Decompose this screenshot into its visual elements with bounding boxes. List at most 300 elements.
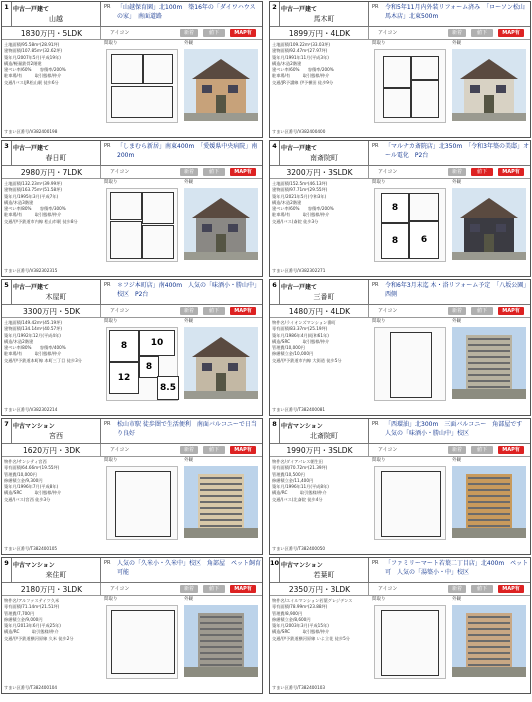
property-type: 中古一戸建て <box>281 284 318 291</box>
spec-line: 土地面積/152.5m²(46.13坪) <box>272 181 328 186</box>
icon-label: アイコン <box>378 586 398 592</box>
exterior-label: 外観 <box>184 597 193 602</box>
divider <box>100 444 101 456</box>
new-badge: 新着 <box>448 585 466 593</box>
spec-line: 交通/(バス)JR松山駅 徒歩6分 <box>4 79 59 85</box>
exterior-label: 外観 <box>452 180 461 185</box>
building-photo <box>452 605 526 677</box>
spec-line: 交通/(バス)北斎院 徒歩4分 <box>272 496 323 502</box>
new-badge: 新着 <box>448 307 466 315</box>
reference-number: すまい区番号/V382400198 <box>4 129 58 134</box>
floorplan-label: 間取り <box>104 41 118 46</box>
divider <box>368 141 369 165</box>
spec-line: 駐車場/有 取引態様/仲介 <box>4 73 62 79</box>
price-layout: 2350万円・3LDK <box>288 585 351 594</box>
spec-line: 築年月/2021年5月(令和3年) <box>272 193 327 199</box>
room-block <box>111 610 175 674</box>
spec-line: 建ぺい率/60% 容積率/200% <box>4 67 66 73</box>
floorplan-image[interactable] <box>374 327 446 401</box>
new-badge: 新着 <box>180 307 198 315</box>
spec-line: 修繕積立金/9,300円 <box>4 477 43 483</box>
house-photo <box>452 49 526 121</box>
spec-line: 修繕積立金/11,400円 <box>272 477 314 483</box>
spec-line: 建物面積/92.47m²(27.97坪) <box>272 48 328 54</box>
spec-line: 物件名/エイルマンション若葉グレジデンス <box>272 598 353 603</box>
floorplan-image[interactable] <box>374 49 446 123</box>
divider <box>368 305 369 317</box>
exterior-photo[interactable] <box>184 605 258 677</box>
reduced-badge: 値下 <box>471 307 493 315</box>
listing-number: 8 <box>270 419 280 443</box>
exterior-photo[interactable] <box>184 188 258 260</box>
spec-line: 物件名/ライオンズマンション番町 <box>272 320 336 325</box>
listing-card[interactable] <box>1 279 263 416</box>
price-layout: 3200万円・3SLDK <box>286 168 353 177</box>
spec-list <box>4 598 100 642</box>
spec-list <box>272 598 368 642</box>
room-block <box>411 56 439 80</box>
spec-list <box>4 42 100 86</box>
floorplan-image[interactable] <box>106 327 178 401</box>
floorplan-image[interactable] <box>374 605 446 679</box>
price-layout: 1990万円・3SLDK <box>286 446 353 455</box>
room-block: 6 <box>409 221 439 259</box>
pr-text: ＊フジ本町店」南400m 人気の「味酒小・勝山中」校区 P2台 <box>117 282 261 298</box>
map-badge[interactable]: MAP有 <box>498 29 524 37</box>
pr-text: 「マルナカ斎院店」北350m 「令和3年築の美邸」オール電化 P2台 <box>385 143 529 159</box>
card-header <box>270 419 530 444</box>
floorplan-label: 間取り <box>104 597 118 602</box>
pr-label: PR <box>372 143 379 149</box>
room-block <box>409 193 439 221</box>
room-block: 8 <box>139 356 159 378</box>
floorplan-image[interactable] <box>106 605 178 679</box>
divider <box>368 444 369 456</box>
price-bar <box>270 27 530 40</box>
spec-line: 修繕積立金/8,600円 <box>272 616 311 622</box>
listing-card[interactable] <box>269 140 531 277</box>
property-type: 中古マンション <box>13 423 55 430</box>
new-badge: 新着 <box>448 29 466 37</box>
building-photo <box>452 466 526 538</box>
price-bar <box>2 305 262 318</box>
spec-list <box>272 320 368 364</box>
divider <box>368 280 369 304</box>
spec-line: 構造/SRC 取引態様/仲介 <box>272 629 330 635</box>
icon-label: アイコン <box>378 30 398 36</box>
spec-line: 専有面積/64.66m²(19.55坪) <box>4 465 60 471</box>
spec-line: 専有面積/70.72m²(21.39坪) <box>272 465 328 471</box>
spec-line: 専有面積/71.14m²(21.51坪) <box>4 604 60 610</box>
room-block <box>111 86 173 118</box>
exterior-label: 外観 <box>452 458 461 463</box>
reduced-badge: 値下 <box>203 29 225 37</box>
listing-card[interactable] <box>1 418 263 555</box>
spec-list <box>272 42 368 86</box>
spec-list <box>272 459 368 503</box>
reference-number: すまい区番号/T382400081 <box>272 407 326 412</box>
map-badge[interactable]: MAP有 <box>230 29 256 37</box>
room-block <box>383 56 411 88</box>
reduced-badge: 値下 <box>203 446 225 454</box>
price-bar <box>2 583 262 596</box>
icon-label: アイコン <box>378 308 398 314</box>
spec-line: 交通/伊予鉄道市内線 松山市駅 徒歩8分 <box>4 218 78 224</box>
icon-label: アイコン <box>110 447 130 453</box>
divider <box>100 2 101 26</box>
exterior-photo[interactable] <box>452 466 526 538</box>
reference-number: すまい区番号/V382302214 <box>4 407 58 412</box>
spec-list <box>4 320 100 364</box>
spec-line: 管理費/10,000円 <box>272 345 305 351</box>
divider <box>100 166 101 178</box>
map-badge[interactable]: MAP有 <box>498 585 524 593</box>
property-type: 中古一戸建て <box>281 6 318 13</box>
floorplan-label: 間取り <box>372 180 386 185</box>
floorplan-image[interactable] <box>106 466 178 540</box>
pr-label: PR <box>104 560 111 566</box>
pr-text: 「山越保育園」北100m 築16年の「ダイワハウスの家」 南面道路 <box>117 4 256 20</box>
reduced-badge: 値下 <box>203 585 225 593</box>
room-block: 10 <box>139 330 175 356</box>
reference-number: すまい区番号/V382400400 <box>272 129 326 134</box>
map-badge[interactable]: MAP有 <box>230 446 256 454</box>
pr-text: 人気の「久米小・久米中」校区 角部屋 ペット飼育可能 <box>117 560 262 576</box>
floorplan-label: 間取り <box>104 458 118 463</box>
map-badge[interactable]: MAP有 <box>230 307 256 315</box>
reference-number: すまい区番号/T382400050 <box>272 546 326 551</box>
spec-line: 構造/木造2階建 <box>272 60 302 66</box>
exterior-label: 外観 <box>184 41 193 46</box>
room-block: 12 <box>109 362 139 394</box>
spec-line: 建物面積/163.75m²(51.58坪) <box>4 187 63 193</box>
icon-label: アイコン <box>110 586 130 592</box>
town-name: 宮西 <box>49 432 63 440</box>
pr-text: 令和5年11月内外装リフォーム済み 「ローソン松山馬木店」北東500m <box>385 4 525 20</box>
card-header <box>270 2 530 27</box>
icon-label: アイコン <box>110 308 130 314</box>
spec-line: 交通/JR予讃線 伊予横田 徒歩9分 <box>272 79 334 85</box>
divider <box>368 166 369 178</box>
spec-line: 管理費/10,000円 <box>4 471 37 477</box>
room-block <box>110 192 142 220</box>
listing-number: 10 <box>270 558 280 582</box>
new-badge: 新着 <box>180 446 198 454</box>
price-bar <box>2 27 262 40</box>
floorplan-label: 間取り <box>372 458 386 463</box>
card-header <box>270 280 530 305</box>
pr-label: PR <box>104 282 111 288</box>
map-badge[interactable]: MAP有 <box>498 168 524 176</box>
listing-number: 6 <box>270 280 280 304</box>
room-block <box>381 471 441 537</box>
card-header <box>2 2 262 27</box>
town-name: 南斎院町 <box>310 154 338 162</box>
building-photo <box>184 605 258 677</box>
floorplan-label: 間取り <box>104 180 118 185</box>
map-badge[interactable]: MAP有 <box>230 168 256 176</box>
exterior-label: 外観 <box>184 319 193 324</box>
building-photo <box>452 327 526 399</box>
town-name: 春日町 <box>45 154 67 162</box>
price-layout: 1899万円・4LDK <box>288 29 351 38</box>
room-block: 8 <box>109 330 139 362</box>
map-badge[interactable]: MAP有 <box>498 307 524 315</box>
spec-list <box>272 181 368 225</box>
exterior-photo[interactable] <box>452 327 526 399</box>
pr-text: 「西環油」北300m 三面バルコニー 角部屋です 人気の「味酒小・勝山中」校区 <box>385 421 529 437</box>
listing-number: 5 <box>2 280 12 304</box>
room-block <box>411 80 439 118</box>
divider <box>100 27 101 39</box>
spec-line: 構造/RC 取引態様/仲介 <box>272 490 327 496</box>
spec-line: 築年月/1986年4月(昭和61年) <box>272 332 329 338</box>
pr-label: PR <box>372 560 379 566</box>
listing-card[interactable] <box>1 1 263 138</box>
pr-label: PR <box>372 421 379 427</box>
price-bar <box>270 166 530 179</box>
spec-line: 築年月/1996年11月(平成8年) <box>272 484 329 490</box>
spec-line: 土地面積/95.58m²(28.91坪) <box>4 42 60 47</box>
new-badge: 新着 <box>180 29 198 37</box>
divider <box>100 141 101 165</box>
price-layout: 2980万円・7LDK <box>20 168 83 177</box>
floorplan-label: 間取り <box>372 597 386 602</box>
divider <box>100 583 101 595</box>
spec-line: 物件名/ダイアパレス朝生田 <box>272 459 323 464</box>
spec-line: 専有面積/83.37m²(25.19坪) <box>272 326 328 332</box>
room-block <box>142 225 174 259</box>
price-layout: 1620万円・3DK <box>22 446 81 455</box>
town-name: 三番町 <box>313 293 335 301</box>
exterior-label: 外観 <box>184 180 193 185</box>
price-bar <box>2 166 262 179</box>
spec-line: 駐車場/有 取引態様/仲介 <box>4 351 62 357</box>
reduced-badge: 値下 <box>203 307 225 315</box>
spec-line: 交通/伊予鉄道本町線 本町三丁目 徒歩3分 <box>4 357 82 363</box>
divider <box>368 419 369 443</box>
property-type: 中古一戸建て <box>281 145 318 152</box>
card-header <box>2 419 262 444</box>
spec-line: 構造/木造2階建 <box>4 338 34 344</box>
reference-number: すまい区番号/T382400103 <box>272 685 326 690</box>
building-photo <box>184 466 258 538</box>
spec-line: 築年月/2007年5月(平成19年) <box>4 54 61 60</box>
room-block <box>143 54 173 84</box>
spec-line: 建ぺい率/80% 容積率/300% <box>4 206 66 212</box>
reference-number: すまい区番号/T382400105 <box>4 546 58 551</box>
listing-number: 7 <box>2 419 12 443</box>
icon-label: アイコン <box>378 169 398 175</box>
spec-line: 築年月/1992年12月(平成4年) <box>4 332 61 338</box>
room-block <box>390 332 432 398</box>
spec-line: 交通/伊予鉄道横河原線 久米 徒歩2分 <box>4 635 74 641</box>
town-name: 馬木町 <box>313 15 335 23</box>
divider <box>368 2 369 26</box>
room-block <box>381 610 439 676</box>
listing-number: 2 <box>270 2 280 26</box>
listing-card[interactable] <box>269 279 531 416</box>
property-type: 中古一戸建て <box>13 6 50 13</box>
listing-card[interactable] <box>269 418 531 555</box>
floorplan-image[interactable] <box>106 49 178 123</box>
listing-number: 9 <box>2 558 12 582</box>
card-header <box>270 141 530 166</box>
spec-line: 築年月/1991年11月(平成3年) <box>272 54 329 60</box>
spec-line: 管理費/8,900円 <box>272 610 303 616</box>
floorplan-label: 間取り <box>372 41 386 46</box>
divider <box>368 558 369 582</box>
town-name: 若葉町 <box>313 571 335 579</box>
room-block: 8 <box>381 193 409 223</box>
divider <box>100 558 101 582</box>
spec-line: 築年月/2003年3月(平成15年) <box>272 623 329 629</box>
price-layout: 3300万円・5DK <box>22 307 81 316</box>
room-block <box>110 221 142 259</box>
reduced-badge: 値下 <box>471 585 493 593</box>
spec-line: 物件名/サンシティ宮西 <box>4 459 47 464</box>
reference-number: すまい区番号/V382302271 <box>272 268 326 273</box>
reduced-badge: 値下 <box>471 446 493 454</box>
exterior-label: 外観 <box>452 41 461 46</box>
reference-number: すまい区番号/V382302315 <box>4 268 58 273</box>
price-bar <box>2 444 262 457</box>
room-block: 8.5 <box>157 376 179 400</box>
listing-card[interactable] <box>269 1 531 138</box>
card-header <box>270 558 530 583</box>
town-name: 山越 <box>49 15 63 23</box>
spec-line: 構造/SRC 取引態様/仲介 <box>4 490 62 496</box>
price-bar <box>270 444 530 457</box>
reference-number: すまい区番号/T382400104 <box>4 685 58 690</box>
price-layout: 2180万円・3LDK <box>20 585 83 594</box>
card-header <box>2 280 262 305</box>
property-type: 中古マンション <box>281 562 323 569</box>
spec-line: 構造/SRC 取引態様/仲介 <box>272 338 330 344</box>
town-name: 北斎院町 <box>310 432 338 440</box>
spec-line: 専有面積/78.99m²(23.88坪) <box>272 604 328 610</box>
new-badge: 新着 <box>448 446 466 454</box>
listing-card[interactable] <box>269 557 531 694</box>
spec-line: 交通/(バス)斎院 徒歩3分 <box>272 218 319 224</box>
new-badge: 新着 <box>180 168 198 176</box>
property-type: 中古マンション <box>13 562 55 569</box>
card-header <box>2 558 262 583</box>
spec-line: 築年月/2013年6月(平成25年) <box>4 623 61 629</box>
listing-number: 4 <box>270 141 280 165</box>
floorplan-image[interactable] <box>374 466 446 540</box>
divider <box>100 419 101 443</box>
new-badge: 新着 <box>180 585 198 593</box>
pr-label: PR <box>104 421 111 427</box>
price-layout: 1480万円・4LDK <box>288 307 351 316</box>
floorplan-image[interactable] <box>374 188 446 262</box>
reduced-badge: 値下 <box>471 29 493 37</box>
spec-line: 構造/軽量鉄骨2階建 <box>4 60 42 66</box>
listing-card[interactable] <box>1 557 263 694</box>
town-name: 木屋町 <box>45 293 67 301</box>
card-header <box>2 141 262 166</box>
reduced-badge: 値下 <box>471 168 493 176</box>
floorplan-image[interactable] <box>106 188 178 262</box>
spec-line: 修繕積立金/9,000円 <box>4 616 43 622</box>
divider <box>100 280 101 304</box>
pr-text: 「しまむら新居」南東400m 「愛媛県中央病院」南200m <box>117 143 258 159</box>
exterior-label: 外観 <box>184 458 193 463</box>
icon-label: アイコン <box>378 447 398 453</box>
exterior-photo[interactable] <box>184 49 258 121</box>
map-badge[interactable]: MAP有 <box>230 585 256 593</box>
pr-text: 「ファミリーマート若葉二丁目店」北400m ペット可 人気の「湯築小・中」校区 <box>385 560 529 576</box>
pr-text: 松山市駅 徒歩圏で生活便利 南面バルコニーで日当り良好 <box>117 421 257 437</box>
listing-number: 1 <box>2 2 12 26</box>
divider <box>368 583 369 595</box>
house-photo <box>184 327 258 399</box>
house-photo <box>184 49 258 121</box>
pr-label: PR <box>372 4 379 10</box>
spec-line: 駐車場/有 取引態様/仲介 <box>272 212 330 218</box>
listing-card[interactable] <box>1 140 263 277</box>
spec-line: 交通/伊予鉄道横河原線 いよ立花 徒歩5分 <box>272 635 350 641</box>
exterior-label: 外観 <box>452 319 461 324</box>
floorplan-label: 間取り <box>104 319 118 324</box>
pr-label: PR <box>372 282 379 288</box>
divider <box>368 27 369 39</box>
spec-line: 構造/木造3階建 <box>4 199 34 205</box>
exterior-photo[interactable] <box>452 188 526 260</box>
spec-line: 修繕積立金/10,000円 <box>272 351 314 357</box>
icon-label: アイコン <box>110 30 130 36</box>
spec-line: 建物面積/107.85m²(32.62坪) <box>4 48 63 54</box>
exterior-photo[interactable] <box>452 605 526 677</box>
divider <box>100 305 101 317</box>
spec-line: 土地面積/109.22m²(33.03坪) <box>272 42 331 47</box>
exterior-photo[interactable] <box>184 466 258 538</box>
house-photo <box>452 188 526 260</box>
icon-label: アイコン <box>110 169 130 175</box>
floorplan-label: 間取り <box>372 319 386 324</box>
town-name: 来住町 <box>45 571 67 579</box>
spec-line: 管理費/10,500円 <box>272 471 305 477</box>
spec-line: 建物面積/134.14m²(40.57坪) <box>4 326 63 332</box>
pr-label: PR <box>104 4 111 10</box>
spec-line: 建ぺい率/60% 容積率/200% <box>272 206 334 212</box>
spec-line: 駐車場/有 取引態様/仲介 <box>4 212 62 218</box>
spec-line: 土地面積/149.42m²(45.19坪) <box>4 320 63 325</box>
price-bar <box>270 305 530 318</box>
spec-line: 交通/(バス)宮西 徒歩3分 <box>4 496 51 502</box>
exterior-photo[interactable] <box>184 327 258 399</box>
map-badge[interactable]: MAP有 <box>498 446 524 454</box>
spec-line: 築年月/1996年7月(平成8年) <box>4 484 59 490</box>
pr-text: 令和6年3月末迄 木・浴リフォーム予定 「八坂公園」西側 <box>385 282 527 298</box>
spec-line: 建物面積/97.71m²(29.55坪) <box>272 187 328 193</box>
property-type: 中古一戸建て <box>13 145 50 152</box>
exterior-photo[interactable] <box>452 49 526 121</box>
listing-number: 3 <box>2 141 12 165</box>
house-photo <box>184 188 258 260</box>
spec-line: 駐車場/有 取引態様/仲介 <box>272 73 330 79</box>
room-block: 8 <box>381 223 409 259</box>
exterior-label: 外観 <box>452 597 461 602</box>
reduced-badge: 値下 <box>203 168 225 176</box>
room-block <box>111 54 143 84</box>
spec-line: 土地面積/132.23m²(39.99坪) <box>4 181 63 186</box>
spec-line: 管理費/7,700円 <box>4 610 35 616</box>
spec-line: 建ぺい率/60% 容積率/200% <box>272 67 334 73</box>
room-block <box>142 192 174 224</box>
property-type: 中古一戸建て <box>13 284 50 291</box>
